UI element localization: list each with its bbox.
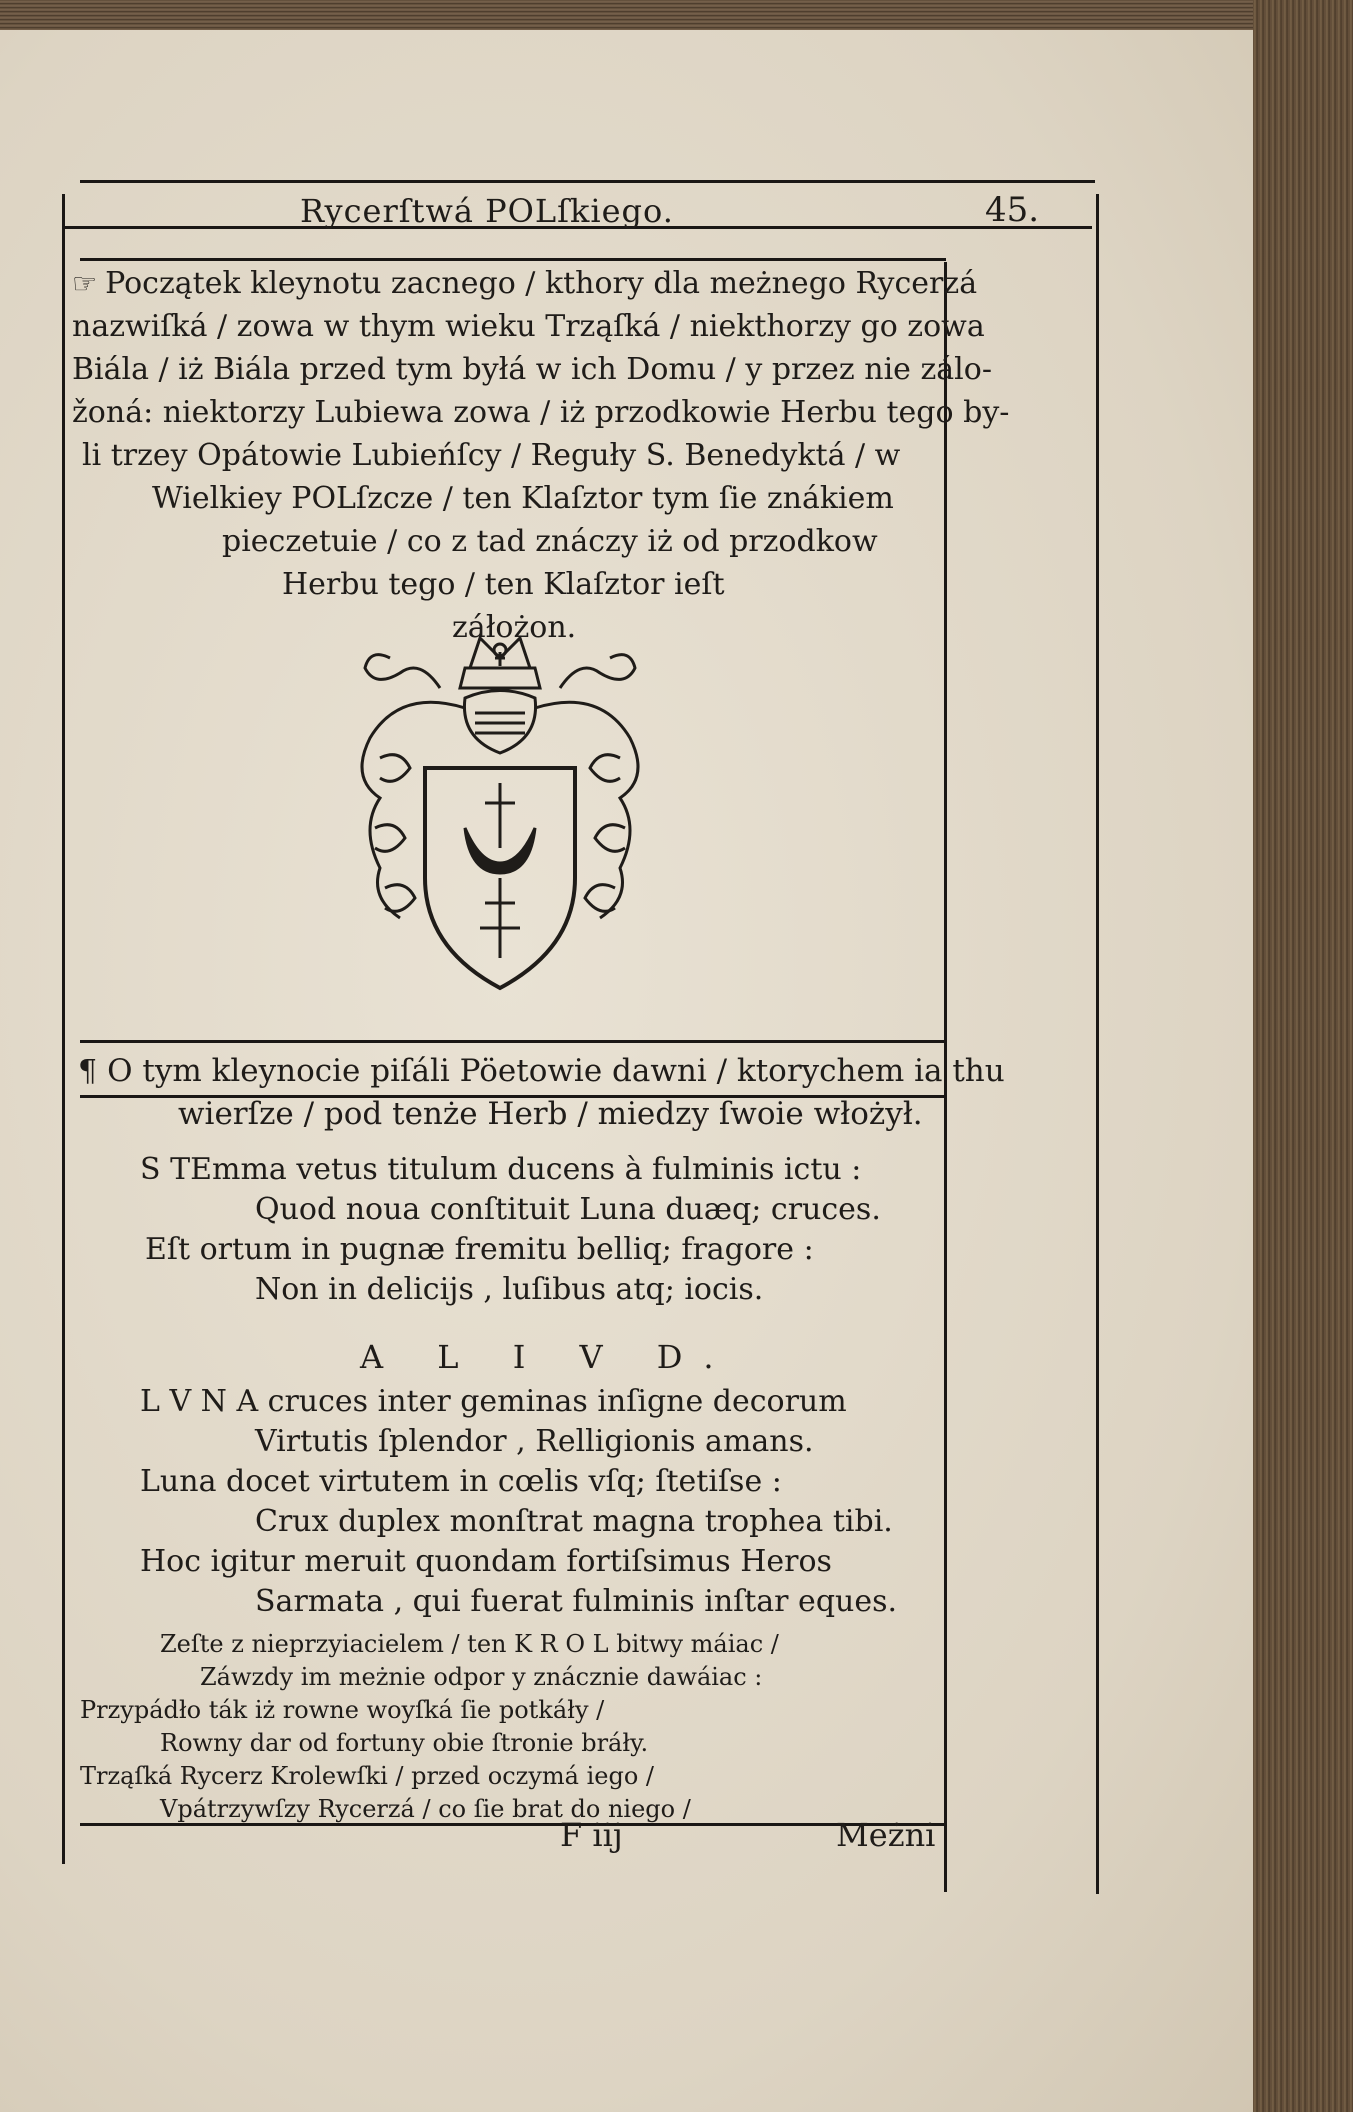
note-line: wierſze / pod tenże Herb / miedzy ſwoie włożył.	[178, 1096, 923, 1132]
aliud-line: Crux duplex monſtrat magna trophea tibi.	[255, 1504, 893, 1539]
manicule-icon: ☞	[72, 267, 98, 300]
epigram-line: S TEmma vetus titulum ducens à fulminis ictu :	[140, 1152, 862, 1187]
polish-verse	[80, 1628, 779, 1826]
paragraph-line: Herbu tego / ten Klaſztor ieſt	[282, 567, 725, 602]
verse-line: Vpátrzywſzy Rycerzá / co ſie brat do niego /	[160, 1795, 691, 1823]
note-paragraph	[78, 1050, 1005, 1135]
description-paragraph	[72, 262, 1010, 649]
paragraph-line: záłożon.	[452, 610, 577, 645]
frame-right-rule	[1096, 194, 1099, 1894]
page-number: 45.	[985, 190, 1040, 230]
book-top-edge	[0, 0, 1262, 30]
verse-line: Przypádło ták iż rowne woyſká ſie potkáły /	[80, 1696, 605, 1724]
epigram-line: Eſt ortum in pugnæ fremitu belliq; fragore :	[145, 1232, 814, 1267]
aliud-line: Luna docet virtutem in cœlis vſq; ſtetiſse :	[140, 1464, 782, 1499]
paragraph-line: Początek kleynotu zacnego / kthory dla meżnego Rycerzá	[105, 266, 978, 301]
paragraph-line: nazwiſká / zowa w thym wieku Trząſká / niekthorzy go zowa	[72, 309, 985, 344]
paragraph-line: li trzey Opátowie Lubieńſcy / Reguły S. Benedyktá / w	[82, 438, 901, 473]
paragraph-line: žoná: niektorzy Lubiewa zowa / iż przodkowie Herbu tego by-	[72, 395, 1010, 430]
aliud-line: Sarmata , qui fuerat fulminis inſtar eques.	[255, 1584, 898, 1619]
coat-of-arms-image	[340, 628, 660, 1008]
verse-line: Trząſká Rycerz Krolewſki / przed oczymá iego /	[80, 1762, 654, 1790]
paragraph-line: Wielkiey POLſzcze / ten Klaſztor tym ſie znákiem	[152, 481, 894, 516]
paragraph-line: Biála / iż Biála przed tym byłá w ich Domu / y przez nie zálo-	[72, 352, 992, 387]
paragraph-top-rule	[80, 258, 946, 261]
verse-line: Záwzdy im meżnie odpor y znácznie dawáiac :	[200, 1663, 763, 1691]
signature-mark: F iij	[560, 1816, 623, 1854]
header-top-rule	[80, 180, 1095, 183]
epigram-line: Non in delicijs , luſibus atq; iocis.	[255, 1272, 764, 1307]
paragraph-line: pieczetuie / co z tad znáczy iż od przodkow	[222, 524, 878, 559]
image-bottom-rule	[80, 1040, 946, 1043]
verse-line: Rowny dar od fortuny obie ſtronie bráły.	[160, 1729, 649, 1757]
running-title: Rycerſtwá POLſkiego.	[300, 192, 674, 230]
verse-line: Zeſte z nieprzyiacielem / ten K R O L bitwy máiac /	[160, 1630, 779, 1658]
pilcrow-icon: ¶	[78, 1054, 98, 1089]
note-line: O tym kleynocie piſáli Pöetowie dawni / ktorychem ia thu	[107, 1053, 1005, 1089]
aliud-heading: A L I V D.	[360, 1338, 736, 1376]
book-fore-edge	[1253, 0, 1353, 2112]
aliud-line: L V N A cruces inter geminas inſigne decorum	[140, 1384, 847, 1419]
epigram-line: Quod noua conſtituit Luna duæq; cruces.	[255, 1192, 881, 1227]
aliud-poem	[140, 1382, 897, 1622]
frame-left-rule	[62, 194, 65, 1864]
aliud-line: Virtutis ſplendor , Relligionis amans.	[255, 1424, 814, 1459]
catchword: Meżni	[836, 1816, 936, 1854]
latin-epigram	[140, 1150, 881, 1310]
aliud-line: Hoc igitur meruit quondam fortiſsimus Heros	[140, 1544, 832, 1579]
